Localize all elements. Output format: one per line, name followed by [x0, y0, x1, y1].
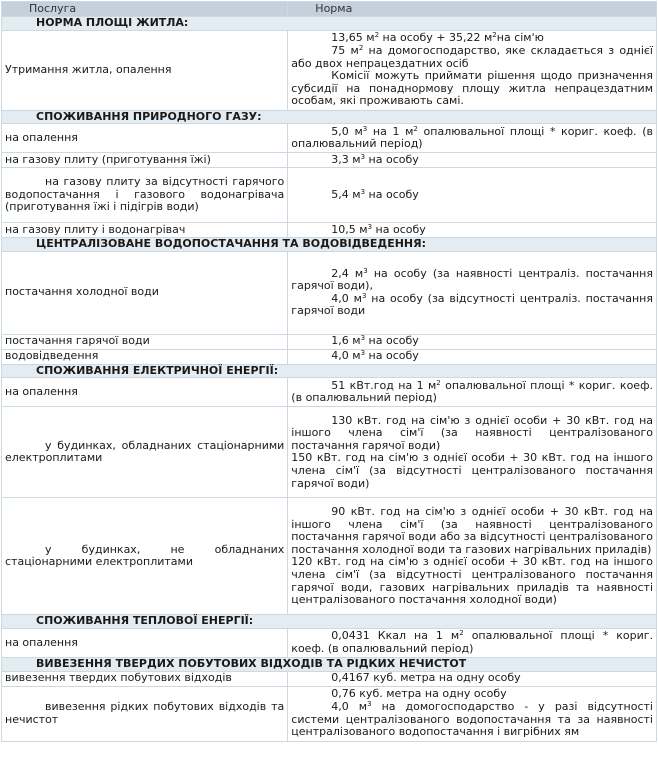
section-heat [2, 615, 656, 628]
norm-cell: 90 кВт. год на сім'ю з однієї особи + 30 кВт. год на іншого члена сім'ї (за наявності централізованого постачання гарячої води або за відсутності централізованого постачання холодної води та газових нагрівальних приладів) 120 кВт. год на сім'ю з однієї особи + 30 кВт. год на іншого члена сім'ї (за відсутності централізованого постачання гарячої води, газових нагрівальних приладів та наявності централізованого постачання холодної води) [288, 498, 656, 614]
table-row [2, 378, 656, 406]
service-cell: на опалення [2, 378, 287, 406]
norm-cell: 0,0431 Ккал на 1 $м^2$ опалювальної площі * кориг. коеф. (в опалювальний період) [288, 629, 656, 657]
service-cell: вивезення рідких побутових відходів та нечистот [2, 687, 287, 741]
table-row [2, 252, 656, 334]
table-row [2, 31, 656, 110]
norm-cell: 10,5 $м^3$ на особу [288, 223, 656, 237]
section-water [2, 238, 656, 251]
norm-cell: 130 кВт. год на сім'ю з однієї особи + 30 кВт. год на іншого члена сім'ї (за наявності централізованого постачання гарячої води) 150 кВт. год на сім'ю з однієї особи + 30 кВт. год на іншого члена сім'ї (за відсутності централізованого постачання гарячої води) [288, 407, 656, 497]
norm-cell: 13,65 $м^2$ на особу + 35,22 $м^2на$ сім'ю 75 $м^2$ на домогосподарство, яке складається з однієї або двох непрацездатних осіб Комісії можуть приймати рішення щодо призначення субсидії на понаднормову площу житла непрацездатним особам, які проживають самі. [288, 31, 656, 110]
table-row [2, 350, 656, 364]
norm-cell: 5,0 $м^3$ на 1 $м^2$ опалювальної площі * кориг. коеф. (в опалювальний період) [288, 124, 656, 152]
norm-cell: 1,6 $м^3$ на особу [288, 335, 656, 349]
table-header [2, 2, 656, 16]
norm-cell: 51 кВт.год на 1 $м^2$ опалювальної площі * кориг. коеф. (в опалювальний період) [288, 378, 656, 406]
norm-cell: 2,4 $м^3$ на особу (за наявності централіз. постачання гарячої води), 4,0 $м^3$ на особу (за відсутності централіз. постачання гарячої води [288, 252, 656, 334]
section-title: НОРМА ПЛОЩІ ЖИТЛА: [2, 17, 656, 30]
norm-cell: 3,3 $м^3$ на особу [288, 153, 656, 167]
table-row [2, 335, 656, 349]
section-living [2, 17, 656, 30]
norm-cell: 0,76 куб. метра на одну особу 4,0 $м^3$ на домогосподарство - у разі відсутності системи централізованого водопостачання та за наявності централізованого водопостачання і вигрібних ям [288, 687, 656, 741]
norms-table [1, 1, 657, 742]
table-row [2, 407, 656, 497]
norm-cell: 0,4167 куб. метра на одну особу [288, 672, 656, 686]
section-electric [2, 365, 656, 378]
table-row [2, 124, 656, 152]
service-cell: на газову плиту (приготування їжі) [2, 153, 287, 167]
service-cell: на газову плиту і водонагрівач [2, 223, 287, 237]
norm-cell: 4,0 $м^3$ на особу [288, 350, 656, 364]
section-gas [2, 111, 656, 124]
section-title: СПОЖИВАННЯ ЕЛЕКТРИЧНОЇ ЕНЕРГІЇ: [2, 365, 656, 378]
header-service: Послуга [2, 2, 287, 16]
service-cell: на опалення [2, 629, 287, 657]
table-row [2, 672, 656, 686]
table-row [2, 168, 656, 222]
section-title: ВИВЕЗЕННЯ ТВЕРДИХ ПОБУТОВИХ ВІДХОДІВ ТА РІДКИХ НЕЧИСТОТ [2, 658, 656, 671]
table-row [2, 629, 656, 657]
service-cell: у будинках, не обладнаних стаціонарними електроплитами [2, 498, 287, 614]
section-title: СПОЖИВАННЯ ТЕПЛОВОЇ ЕНЕРГІЇ: [2, 615, 656, 628]
service-cell: вивезення твердих побутових відходів [2, 672, 287, 686]
service-cell: постачання гарячої води [2, 335, 287, 349]
table-row [2, 687, 656, 741]
service-cell: Утримання житла, опалення [2, 31, 287, 110]
section-waste [2, 658, 656, 671]
service-cell: на опалення [2, 124, 287, 152]
table-row [2, 498, 656, 614]
norm-cell: 5,4 $м^3$ на особу [288, 168, 656, 222]
section-title: ЦЕНТРАЛІЗОВАНЕ ВОДОПОСТАЧАННЯ ТА ВОДОВІДВЕДЕННЯ: [2, 238, 656, 251]
table-row [2, 223, 656, 237]
service-cell: постачання холодної води [2, 252, 287, 334]
header-norm: Норма [288, 2, 656, 16]
table-row [2, 153, 656, 167]
service-cell: у будинках, обладнаних стаціонарними електроплитами [2, 407, 287, 497]
section-title: СПОЖИВАННЯ ПРИРОДНОГО ГАЗУ: [2, 111, 656, 124]
service-cell: водовідведення [2, 350, 287, 364]
service-cell: на газову плиту за відсутності гарячого водопостачання і газового водонагрівача (приготування їжі і підігрів води) [2, 168, 287, 222]
